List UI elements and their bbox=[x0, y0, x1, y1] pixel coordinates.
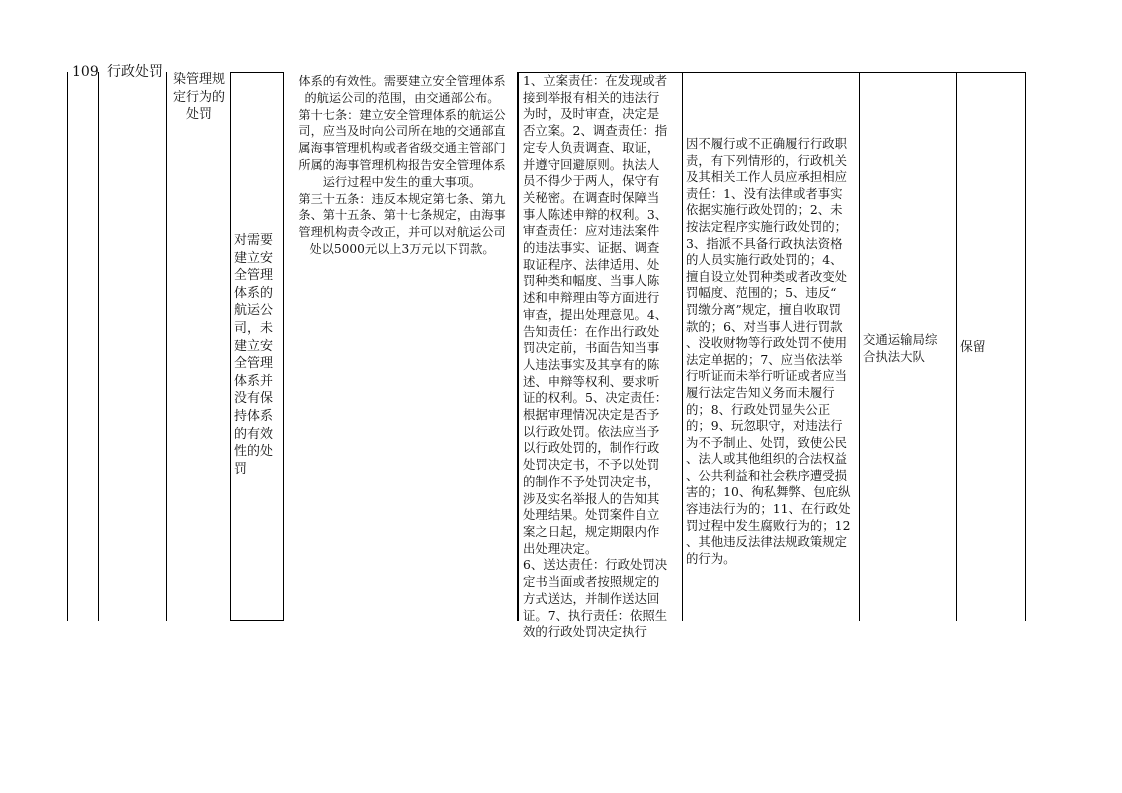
row-number: 109 bbox=[72, 64, 99, 80]
row-number-cell bbox=[67, 64, 99, 621]
accountability-text: 因不履行或不正确履行行政职 责，有下列情形的，行政机关 及其相关工作人员应承担相应 责任：1、没有法律或者事实 依据实施行政处罚的；2、未 按法定程序实施行政处罚的； 3、指派不具备行政执法资格 的人员实施行政处罚的；4、 擅自设立处罚种类或者改变处 罚幅度、范围的；5、违反“ 罚缴分离”规定，擅自收取罚 款的；6、对当事人进行罚款 、没收财物等行政处罚不使用 法定单据的；7、应当依法举 行听证而未举行听证或者应当 履行法定告知义务而未履行 的；8、行政处罚显失公正 的；9、玩忽职守，对违法行 为不予制止、处罚，致使公民 、法人或其他组织的合法权益 、公共利益和社会秩序遭受损 害的；10、徇私舞弊、包庇纵 容违法行为的；11、在行政处 罚过程中发生腐败行为的；12 、其他违反法律法规政策规定 的行为。 bbox=[686, 136, 851, 566]
sub-item-cell bbox=[230, 72, 283, 621]
responsibilities-text: 1、立案责任：在发现或者 接到举报有相关的违法行 为时，及时审查，决定是 否立案。2、调查责任：指 定专人负责调查、取证， 并遵守回避原则。执法人 员不得少于两人，保守有 关秘密。在调查时保障当 事人陈述申辩的权利。3、 审查责任：应对违法案件 的违法事实、证据、调查 取证程序、法律适用、处 罚种类和幅度、当事人陈 述和申辩理由等方面进行 审查，提出处理意见。4、 告知责任：在作出行政处 罚决定前，书面告知当事 人违法事实及其享有的陈 述、申辩等权利、要求听 证的权利。5、决定责任： 根据审理情况决定是否予 以行政处罚。依法应当予 以行政处罚的，制作行政 处罚决定书，不予以处罚 的制作不予处罚决定书， 涉及实名举报人的告知其 处理结果。处罚案件自立 案之日起，规定期限内作 出处理决定。 6、送达责任：行政处罚决 定书当面或者按照规定的 方式送达，并制作送达回 证。7、执行责任：依照生 效的行政处罚决定执行 bbox=[523, 73, 668, 640]
status-cell bbox=[956, 72, 1026, 621]
category-cell bbox=[98, 64, 166, 621]
item-name-cell bbox=[166, 72, 230, 621]
basis-cell bbox=[283, 72, 517, 621]
executing-body-text: 交通运输局综 合执法大队 bbox=[863, 332, 938, 364]
status-text: 保留 bbox=[960, 340, 986, 355]
accountability-cell bbox=[683, 72, 859, 621]
sub-item-text: 对需要 建立安 全管理 体系的 航运公 司，未 建立安 全管理 体系并 没有保 持体系 的有效 性的处 罚 bbox=[234, 233, 274, 477]
executing-body-cell bbox=[859, 72, 956, 621]
basis-text: 体系的有效性。需要建立安全管理体系 的航运公司的范围，由交通部公布。 第十七条：建立安全管理体系的航运公 司，应当及时向公司所在地的交通部直 属海事管理机构或者省级交通主管部门 所属的海事管理机构报告安全管理体系 运行过程中发生的重大事项。 第三十五条：违反本规定第七条、第九 条、第十五条、第十七条规定，由海事 管理机构责令改正，并可以对航运公司 处以5000元以上3万元以下罚款。 bbox=[298, 74, 506, 256]
responsibilities-cell bbox=[517, 72, 683, 640]
category-text: 行政处罚 bbox=[107, 64, 163, 80]
item-name-text: 染管理规 定行为的 处罚 bbox=[172, 72, 225, 122]
